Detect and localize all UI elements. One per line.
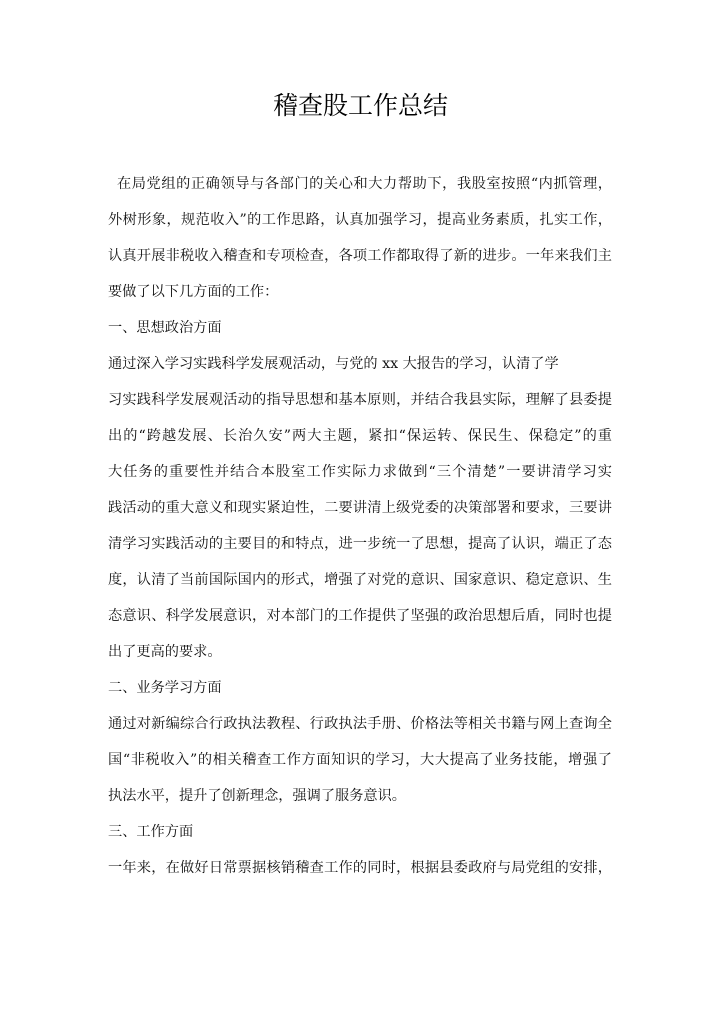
paragraph-line: 践活动的重大意义和现实紧迫性，二要讲清上级党委的决策部署和要求，三要讲 (108, 500, 612, 516)
paragraph-line: 出了更高的要求。 (108, 644, 222, 660)
paragraph-line: 度，认清了当前国际国内的形式，增强了对党的意识、国家意识、稳定意识、生 (108, 572, 612, 588)
document-body (108, 166, 612, 886)
section-heading: 三、工作方面 (108, 824, 194, 840)
paragraph-line: 出的“跨越发展、长治久安”两大主题，紧扣“保运转、保民生、保稳定”的重 (108, 428, 612, 444)
paragraph-line: 通过对新编综合行政执法教程、行政执法手册、价格法等相关书籍与网上查询全 (108, 716, 612, 732)
paragraph-line: 一年来，在做好日常票据核销稽查工作的同时，根据县委政府与局党组的安排， (108, 860, 612, 876)
paragraph-line: 通过深入学习实践科学发展观活动，与党的 xx 大报告的学习，认清了学 (108, 356, 559, 372)
paragraph-line: 在局党组的正确领导与各部门的关心和大力帮助下，我股室按照“内抓管理， (117, 176, 612, 192)
paragraph-line: 习实践科学发展观活动的指导思想和基本原则，并结合我县实际，理解了县委提 (108, 392, 612, 408)
paragraph-line: 要做了以下几方面的工作： (108, 284, 279, 300)
paragraph-line: 态意识、科学发展意识，对本部门的工作提供了坚强的政治思想后盾，同时也提 (108, 608, 612, 624)
section-heading: 一、思想政治方面 (108, 320, 222, 336)
section-heading: 二、业务学习方面 (108, 680, 222, 696)
paragraph-line: 清学习实践活动的主要目的和特点，进一步统一了思想，提高了认识，端正了态 (108, 536, 612, 552)
paragraph-line: 执法水平，提升了创新理念，强调了服务意识。 (108, 788, 406, 804)
paragraph-line: 国“非税收入”的相关稽查工作方面知识的学习，大大提高了业务技能，增强了 (108, 752, 612, 768)
paragraph-line: 外树形象，规范收入”的工作思路，认真加强学习，提高业务素质，扎实工作， (108, 212, 612, 228)
paragraph-line: 大任务的重要性并结合本股室工作实际力求做到“三个清楚”一要讲清学习实 (108, 464, 612, 480)
document-title: 稽查股工作总结 (272, 91, 448, 120)
paragraph-line: 认真开展非税收入稽查和专项检查，各项工作都取得了新的进步。一年来我们主 (108, 248, 612, 264)
